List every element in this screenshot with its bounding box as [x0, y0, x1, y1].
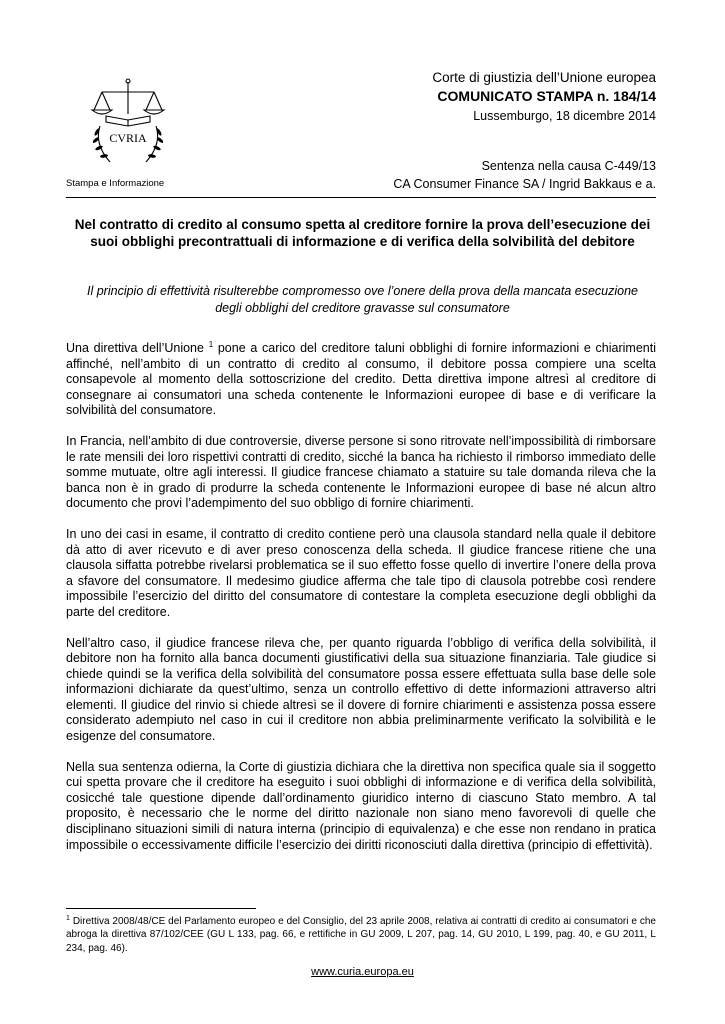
website-link[interactable]: www.curia.europa.eu [311, 966, 414, 978]
page-subtitle: Il principio di effettività risulterebbe compromesso ove l’onere della prova della mancata esecuzione degli obblighi del creditore gravasse sul consumatore [87, 284, 638, 315]
paragraph-3: In uno dei casi in esame, il contratto di credito contiene però una clausola standard nella quale il debitore dà atto di aver ricevuto e di aver preso conoscenza della scheda. Il giudice francese ritiene che una clausola siffatta potrebbe rivelarsi problematica se il suo effetto fosse quello di invertire l’onere della prova a sfavore del consumatore. Il medesimo giudice afferma che tale tipo di clausola potrebbe così rendere impossibile l’esercizio del diritto del consumatore di contestare la completa esecuzione degli obblighi da parte del creditore. [66, 526, 656, 619]
paragraph-5: Nella sua sentenza odierna, la Corte di giustizia dichiara che la direttiva non specifica quale sia il soggetto cui spetta provare che il creditore ha eseguito i suoi obblighi di informazione e di verifica della solvibilità, cosicché tale questione dipende dall’ordinamento giuridico interno di ciascuno Stato membro. A tal proposito, è necessario che le norme del diritto nazionale non siano meno favorevoli di quelle che disciplinano situazioni simili di natura interna (principio di equivalenza) e che esse non rendano in pratica impossibile o eccessivamente difficile l’esercizio dei diritti riconosciuti dalla direttiva (principio di effettività). [66, 759, 656, 852]
department-label: Stampa e Informazione [66, 178, 165, 189]
paragraph-4: Nell’altro caso, il giudice francese rileva che, per quanto riguarda l’obbligo di verifica della solvibilità, il debitore non ha fornito alla banca documenti giustificativi della sua situazione finanziaria. Tale giudice si chiede quindi se la verifica della solvibilità del consumatore possa essere effettuata sulla base delle sole informazioni dichiarate da quest’ultimo, senza un controllo effettivo di dette informazioni attraverso altri elementi. Il giudice del rinvio si chiede altresì se il dovere di fornire chiarimenti e assistenza possa essere considerato adempiuto nel caso in cui il creditore non abbia preliminarmente verificato la solvibilità e le esigenze del consumatore. [66, 635, 656, 744]
logo-text: CVRIA [109, 131, 147, 145]
footer [0, 966, 725, 978]
footnote-divider [66, 908, 256, 909]
curia-logo [80, 72, 176, 172]
paragraph-1 [66, 341, 656, 419]
press-release-number: COMUNICATO STAMPA n. 184/14 [437, 88, 656, 104]
court-name: Corte di giustizia dell’Unione europea [432, 70, 656, 85]
paragraph-1-start: Una direttiva dell’Unione [66, 341, 204, 355]
footnote-reference[interactable]: 1 [208, 340, 214, 349]
case-parties: CA Consumer Finance SA / Ingrid Bakkaus e a. [393, 177, 656, 191]
curia-emblem-icon [80, 72, 176, 172]
footnote-number: 1 [66, 915, 70, 922]
paragraph-1-rest: pone a carico del creditore taluni obblighi di fornire informazioni e chiarimenti affinché, nell’ambito di un contratto di credito al consumo, il debitore possa compiere una scelta consapevole al momento della sottoscrizione del credito. Detta direttiva impone altresì al creditore di consegnare ai consumatori una scheda contenente le Informazioni europee di base e di verificare la solvibilità del consumatore. [66, 341, 656, 418]
case-number: Sentenza nella causa C-449/13 [481, 159, 656, 173]
body-text [66, 341, 656, 868]
header-divider [66, 197, 656, 198]
footnote [66, 915, 656, 955]
place-date: Lussemburgo, 18 dicembre 2014 [473, 109, 656, 123]
paragraph-2: In Francia, nell’ambito di due controversie, diverse persone si sono ritrovate nell’impossibilità di rimborsare le rate mensili dei loro rispettivi contratti di credito, sicché la banca ha richiesto il rimborso immediato delle somme mutuate, oltre agli interessi. Il giudice francese chiamato a statuire su tale domanda rileva che la banca non è in grado di produrre la scheda contenente le Informazioni europee di base né alcun altro documento che provi l’adempimento del suo obbligo di fornire chiarimenti. [66, 433, 656, 511]
case-info [393, 157, 656, 193]
footnote-text: Direttiva 2008/48/CE del Parlamento europeo e del Consiglio, del 23 aprile 2008, relativa ai contratti di credito ai consumatori e che abroga la direttiva 87/102/CEE (GU L 133, pag. 66, e rettifiche in GU 2009, L 207, pag. 14, GU 2010, L 199, pag. 40, e GU 2011, L 234, pag. 46). [66, 916, 656, 954]
header-right [432, 68, 656, 126]
page-title: Nel contratto di credito al consumo spetta al creditore fornire la prova dell’esecuzione dei suoi obblighi precontrattuali di informazione e di verifica della solvibilità del debitore [74, 217, 651, 249]
